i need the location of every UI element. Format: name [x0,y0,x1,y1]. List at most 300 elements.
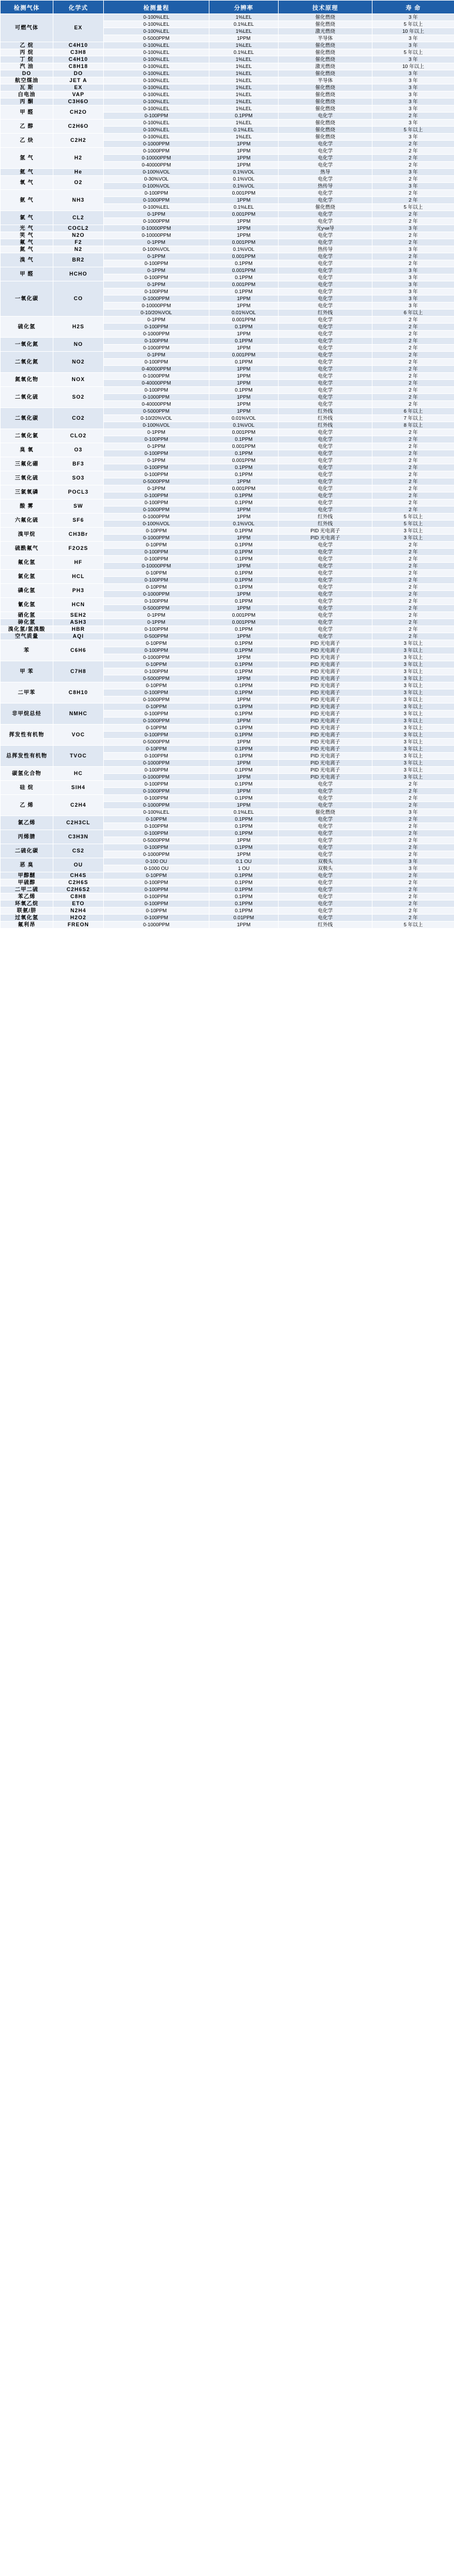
cell-life: 2 年 [372,197,454,204]
cell-range: 0-100PPM [104,689,209,696]
cell-gas-name: 甲 醛 [1,106,53,120]
cell-technology: PID 光电离子 [279,675,372,682]
cell-range: 0-100PPM [104,499,209,507]
cell-formula: O3 [53,443,104,457]
cell-resolution: 0.1PPM [209,711,279,718]
cell-life: 3 年 [372,288,454,295]
cell-gas-name: 砷化氢 [1,619,53,626]
cell-technology: 电化学 [279,148,372,155]
cell-gas-name: 氦 气 [1,169,53,176]
cell-gas-name: 丁 烷 [1,56,53,63]
cell-range: 0-100PPM [104,577,209,584]
cell-technology: 电化学 [279,401,372,408]
cell-gas-name: 氯乙烯 [1,816,53,830]
cell-resolution: 0.1PPM [209,879,279,886]
cell-range: 0-100%LEL [104,21,209,28]
cell-formula: SO3 [53,471,104,485]
cell-formula: ASH3 [53,619,104,626]
cell-technology: 电化学 [279,563,372,570]
cell-gas-name: 二氧化碳 [1,408,53,429]
cell-technology: PID 光电离子 [279,689,372,696]
cell-resolution: 0.001PPM [209,352,279,359]
table-row [1,42,454,49]
cell-life: 2 年 [372,359,454,366]
table-row [1,457,454,464]
cell-range: 0-100PPM [104,732,209,739]
cell-technology: 电化学 [279,176,372,183]
cell-resolution: 0.1PPM [209,626,279,633]
table-row [1,514,454,521]
cell-life: 2 年 [372,830,454,837]
cell-gas-name: 丙烯腈 [1,830,53,844]
cell-technology: 电化学 [279,788,372,795]
cell-technology: 催化燃烧 [279,70,372,77]
cell-life: 3 年以上 [372,640,454,647]
cell-resolution: 0.1PPM [209,436,279,443]
cell-range: 0-1PPM [104,619,209,626]
table-row [1,704,454,711]
cell-resolution: 0.1PPM [209,844,279,851]
cell-technology: 电化学 [279,492,372,499]
cell-range: 0-1PPM [104,267,209,274]
table-row [1,387,454,394]
cell-technology: 电化学 [279,443,372,450]
cell-gas-name: 非甲烷总烃 [1,704,53,725]
cell-range: 0-1000PPM [104,197,209,204]
cell-resolution: 0.1 OU [209,858,279,865]
cell-technology: 电化学 [279,591,372,598]
cell-life: 2 年 [372,232,454,239]
cell-resolution: 1PPM [209,774,279,781]
cell-life: 3 年 [372,858,454,865]
cell-life: 2 年 [372,886,454,893]
cell-technology: PID 光电离子 [279,767,372,774]
cell-technology: 电化学 [279,295,372,303]
cell-gas-name: 硅 烷 [1,781,53,795]
cell-gas-name: 丙 酮 [1,98,53,106]
cell-formula: C4H10 [53,42,104,49]
cell-technology: 电化学 [279,366,372,373]
cell-life: 3 年以上 [372,696,454,704]
cell-technology: 电化学 [279,830,372,837]
cell-technology: 电化学 [279,570,372,577]
cell-resolution: 1%LEL [209,120,279,127]
table-row [1,211,454,218]
cell-resolution: 0.001PPM [209,619,279,626]
cell-range: 0-100PPM [104,274,209,281]
cell-range: 0-1000PPM [104,696,209,704]
cell-gas-name: 臭 氧 [1,443,53,457]
cell-range: 0-10PPM [104,725,209,732]
cell-life: 2 年 [372,633,454,640]
table-row [1,232,454,239]
cell-resolution: 0.1PPM [209,324,279,331]
cell-gas-name: 三氟化硼 [1,457,53,471]
cell-life: 2 年 [372,401,454,408]
cell-resolution: 0.1PPM [209,795,279,802]
table-row [1,570,454,577]
cell-range: 0-10PPM [104,570,209,577]
cell-formula: EX [53,14,104,42]
cell-range: 0-100PPM [104,879,209,886]
cell-technology: 电化学 [279,851,372,858]
cell-resolution: 0.1PPM [209,732,279,739]
cell-technology: PID 光电离子 [279,760,372,767]
cell-range: 0-1000PPM [104,760,209,767]
cell-resolution: 0.1PPM [209,753,279,760]
cell-gas-name: 酸 雾 [1,499,53,514]
col-header-technology: 技术原理 [279,1,372,14]
cell-formula: SIH4 [53,781,104,795]
cell-life: 2 年 [372,457,454,464]
cell-resolution: 0.1PPM [209,288,279,295]
table-row [1,106,454,113]
table-row [1,682,454,689]
cell-resolution: 1%LEL [209,84,279,91]
cell-formula: TVOC [53,746,104,767]
cell-technology: 电化学 [279,556,372,563]
cell-range: 0-100PPM [104,359,209,366]
cell-life: 3 年以上 [372,746,454,753]
cell-resolution: 1%LEL [209,56,279,63]
cell-life: 3 年以上 [372,647,454,654]
cell-life: 2 年 [372,317,454,324]
cell-technology: 电化学 [279,394,372,401]
cell-formula: CH3Br [53,528,104,542]
cell-technology: 电化学 [279,471,372,478]
cell-gas-name: 溴甲烷 [1,528,53,542]
table-row [1,239,454,246]
cell-gas-name: 氧 气 [1,176,53,190]
cell-range: 0-100%LEL [104,42,209,49]
cell-life: 2 年 [372,915,454,922]
cell-technology: 电化学 [279,619,372,626]
cell-formula: CH2O [53,106,104,120]
cell-gas-name: 环氧乙烷 [1,900,53,908]
cell-range: 0-5000PPM [104,675,209,682]
cell-formula: SEH2 [53,612,104,619]
cell-life: 3 年 [372,809,454,816]
cell-resolution: 1PPM [209,696,279,704]
cell-life: 3 年以上 [372,774,454,781]
cell-range: 0-5000PPM [104,605,209,612]
cell-technology: PID 光电离子 [279,682,372,689]
cell-life: 10 年以上 [372,63,454,70]
cell-range: 0-100 OU [104,858,209,865]
cell-range: 0-1PPM [104,253,209,260]
cell-technology: 电化学 [279,190,372,197]
cell-life: 2 年 [372,373,454,380]
cell-gas-name: 一氧化碳 [1,281,53,317]
cell-range: 0-100PPM [104,668,209,675]
cell-life: 2 年 [372,844,454,851]
cell-range: 0-1000PPM [104,331,209,338]
table-body [1,14,454,929]
cell-resolution: 0.001PPM [209,429,279,436]
cell-formula: C8H18 [53,63,104,70]
cell-resolution: 0.1PPM [209,338,279,345]
table-row [1,443,454,450]
cell-technology: 电化学 [279,886,372,893]
cell-life: 2 年 [372,429,454,436]
cell-life: 2 年 [372,253,454,260]
cell-range: 0-1000PPM [104,535,209,542]
cell-life: 2 年 [372,591,454,598]
cell-range: 0-100PPM [104,626,209,633]
cell-technology: 激光燃烧 [279,63,372,70]
cell-range: 0-5000PPM [104,837,209,844]
cell-technology: 电化学 [279,211,372,218]
cell-formula: C4H10 [53,56,104,63]
cell-resolution: 0.1%VOL [209,422,279,429]
cell-technology: 电化学 [279,218,372,225]
cell-range: 0-1PPM [104,612,209,619]
table-row [1,373,454,380]
cell-technology: 电化学 [279,141,372,148]
cell-technology: 催化燃烧 [279,42,372,49]
cell-range: 0-100PPM [104,471,209,478]
cell-life: 2 年 [372,605,454,612]
cell-life: 2 年 [372,823,454,830]
cell-range: 0-1PPM [104,211,209,218]
cell-life: 5 年以上 [372,922,454,929]
cell-resolution: 0.01PPM [209,915,279,922]
cell-technology: 电化学 [279,429,372,436]
cell-resolution: 1PPM [209,162,279,169]
cell-formula: FREON [53,922,104,929]
table-row [1,795,454,802]
cell-gas-name: 磷化氢 [1,584,53,598]
cell-range: 0-40000PPM [104,380,209,387]
cell-life: 2 年 [372,394,454,401]
cell-life: 2 年 [372,570,454,577]
cell-life: 7 年以上 [372,415,454,422]
cell-gas-name: 苯 [1,640,53,661]
cell-formula: COCL2 [53,225,104,232]
cell-range: 0-5000PPM [104,739,209,746]
cell-formula: C8H10 [53,682,104,704]
cell-resolution: 1PPM [209,141,279,148]
cell-resolution: 1PPM [209,345,279,352]
cell-gas-name: 甲醇醚 [1,872,53,879]
cell-technology: 催化燃烧 [279,134,372,141]
table-row [1,190,454,197]
cell-formula: O2 [53,176,104,190]
cell-resolution: 0.1PPM [209,274,279,281]
cell-resolution: 0.1PPM [209,450,279,457]
cell-life: 3 年以上 [372,725,454,732]
cell-life: 2 年 [372,908,454,915]
spec-table [0,0,454,929]
cell-range: 0-1000PPM [104,922,209,929]
cell-resolution: 1PPM [209,303,279,310]
cell-formula: SW [53,499,104,514]
cell-life: 3 年 [372,267,454,274]
cell-range: 0-100PPM [104,795,209,802]
cell-formula: AQI [53,633,104,640]
cell-technology: 电化学 [279,260,372,267]
table-row [1,584,454,591]
table-row [1,98,454,106]
table-row [1,746,454,753]
cell-formula: C2H4 [53,795,104,816]
cell-range: 0-100PPM [104,464,209,471]
table-row [1,246,454,253]
cell-resolution: 0.1PPM [209,886,279,893]
cell-range: 0-100%VOL [104,246,209,253]
cell-technology: 电化学 [279,232,372,239]
cell-gas-name: 光 气 [1,225,53,232]
cell-resolution: 1PPM [209,851,279,858]
cell-range: 0-100PPM [104,338,209,345]
cell-range: 0-10PPM [104,528,209,535]
cell-technology: 电化学 [279,162,372,169]
cell-gas-name: 氮氧化物 [1,373,53,387]
cell-life: 3 年以上 [372,689,454,696]
cell-resolution: 0.1PPM [209,668,279,675]
table-row [1,922,454,929]
cell-formula: C6H6 [53,640,104,661]
cell-range: 0-10PPM [104,640,209,647]
cell-range: 0-1PPM [104,317,209,324]
cell-resolution: 0.1PPM [209,549,279,556]
cell-formula: HCL [53,570,104,584]
cell-gas-name: 三氧化硫 [1,471,53,485]
cell-formula: C2H6O [53,120,104,134]
cell-formula: C3H8 [53,49,104,56]
cell-formula: HBR [53,626,104,633]
cell-technology: 电化学 [279,478,372,485]
table-row [1,612,454,619]
table-row [1,429,454,436]
cell-gas-name: 氟 气 [1,239,53,246]
cell-resolution: 1PPM [209,232,279,239]
cell-life: 3 年以上 [372,760,454,767]
cell-resolution: 0.1PPM [209,640,279,647]
cell-range: 0-1000 OU [104,865,209,872]
cell-range: 0-100PPM [104,324,209,331]
cell-range: 0-40000PPM [104,366,209,373]
cell-resolution: 0.1PPM [209,661,279,668]
cell-life: 2 年 [372,113,454,120]
cell-formula: HCHO [53,267,104,281]
table-row [1,77,454,84]
cell-technology: 电化学 [279,485,372,492]
cell-resolution: 0.001PPM [209,190,279,197]
cell-technology: PID 光电离子 [279,668,372,675]
cell-technology: 电化学 [279,499,372,507]
cell-life: 3 年 [372,14,454,21]
cell-gas-name: 汽 油 [1,63,53,70]
cell-formula: BF3 [53,457,104,471]
cell-life: 2 年 [372,549,454,556]
cell-formula: POCL3 [53,485,104,499]
cell-gas-name: 乙 醇 [1,120,53,134]
cell-formula: CLO2 [53,429,104,443]
cell-technology: 电化学 [279,331,372,338]
cell-formula: NH3 [53,190,104,211]
cell-technology: 电化学 [279,281,372,288]
cell-technology: 催化燃烧 [279,14,372,21]
cell-life: 5 年以上 [372,204,454,211]
cell-resolution: 1PPM [209,514,279,521]
table-row [1,893,454,900]
cell-technology: PID 光电离子 [279,654,372,661]
cell-range: 0-100%LEL [104,91,209,98]
table-row [1,661,454,668]
cell-range: 0-100PPM [104,113,209,120]
table-row [1,767,454,774]
cell-technology: 电化学 [279,436,372,443]
cell-resolution: 1PPM [209,331,279,338]
cell-formula: N2 [53,246,104,253]
cell-range: 0-100PPM [104,753,209,760]
cell-life: 5 年以上 [372,49,454,56]
cell-gas-name: 白电油 [1,91,53,98]
cell-life: 2 年 [372,781,454,788]
cell-resolution: 0.1PPM [209,900,279,908]
cell-technology: 电化学 [279,908,372,915]
table-row [1,844,454,851]
cell-gas-name: 二甲二硫 [1,886,53,893]
cell-resolution: 0.001PPM [209,253,279,260]
cell-technology: 电化学 [279,823,372,830]
cell-formula: F2 [53,239,104,246]
cell-range: 0-40000PPM [104,401,209,408]
cell-life: 2 年 [372,352,454,359]
cell-formula: C2H3CL [53,816,104,830]
cell-gas-name: 碳氢化合物 [1,767,53,781]
cell-resolution: 1PPM [209,148,279,155]
table-row [1,317,454,324]
cell-formula: C3H6O [53,98,104,106]
cell-life: 2 年 [372,162,454,169]
cell-technology: 催化燃烧 [279,84,372,91]
cell-life: 3 年以上 [372,675,454,682]
cell-life: 3 年以上 [372,661,454,668]
table-row [1,352,454,359]
cell-gas-name: 乙 烯 [1,795,53,816]
cell-resolution: 0.01%VOL [209,310,279,317]
cell-range: 0-1PPM [104,239,209,246]
cell-gas-name: 一氧化氮 [1,338,53,352]
cell-life: 2 年 [372,485,454,492]
cell-gas-name: 二甲苯 [1,682,53,704]
cell-technology: 电化学 [279,802,372,809]
cell-technology: 电化学 [279,612,372,619]
cell-resolution: 0.1PPM [209,872,279,879]
cell-range: 0-1000PPM [104,514,209,521]
cell-technology: 电化学 [279,288,372,295]
cell-range: 0-100PPM [104,260,209,267]
cell-technology: 电化学 [279,267,372,274]
cell-range: 0-100%LEL [104,127,209,134]
cell-formula: CH4S [53,872,104,879]
table-row [1,900,454,908]
cell-formula: NO [53,338,104,352]
cell-life: 2 年 [372,816,454,823]
cell-resolution: 0.1%LEL [209,204,279,211]
cell-range: 0-10PPM [104,542,209,549]
table-row [1,619,454,626]
cell-life: 3 年以上 [372,535,454,542]
cell-resolution: 0.1%LEL [209,127,279,134]
cell-gas-name: 氨 气 [1,190,53,211]
cell-resolution: 0.1PPM [209,689,279,696]
cell-gas-name: 二硫化碳 [1,844,53,858]
cell-range: 0-100PPM [104,288,209,295]
cell-resolution: 1PPM [209,408,279,415]
